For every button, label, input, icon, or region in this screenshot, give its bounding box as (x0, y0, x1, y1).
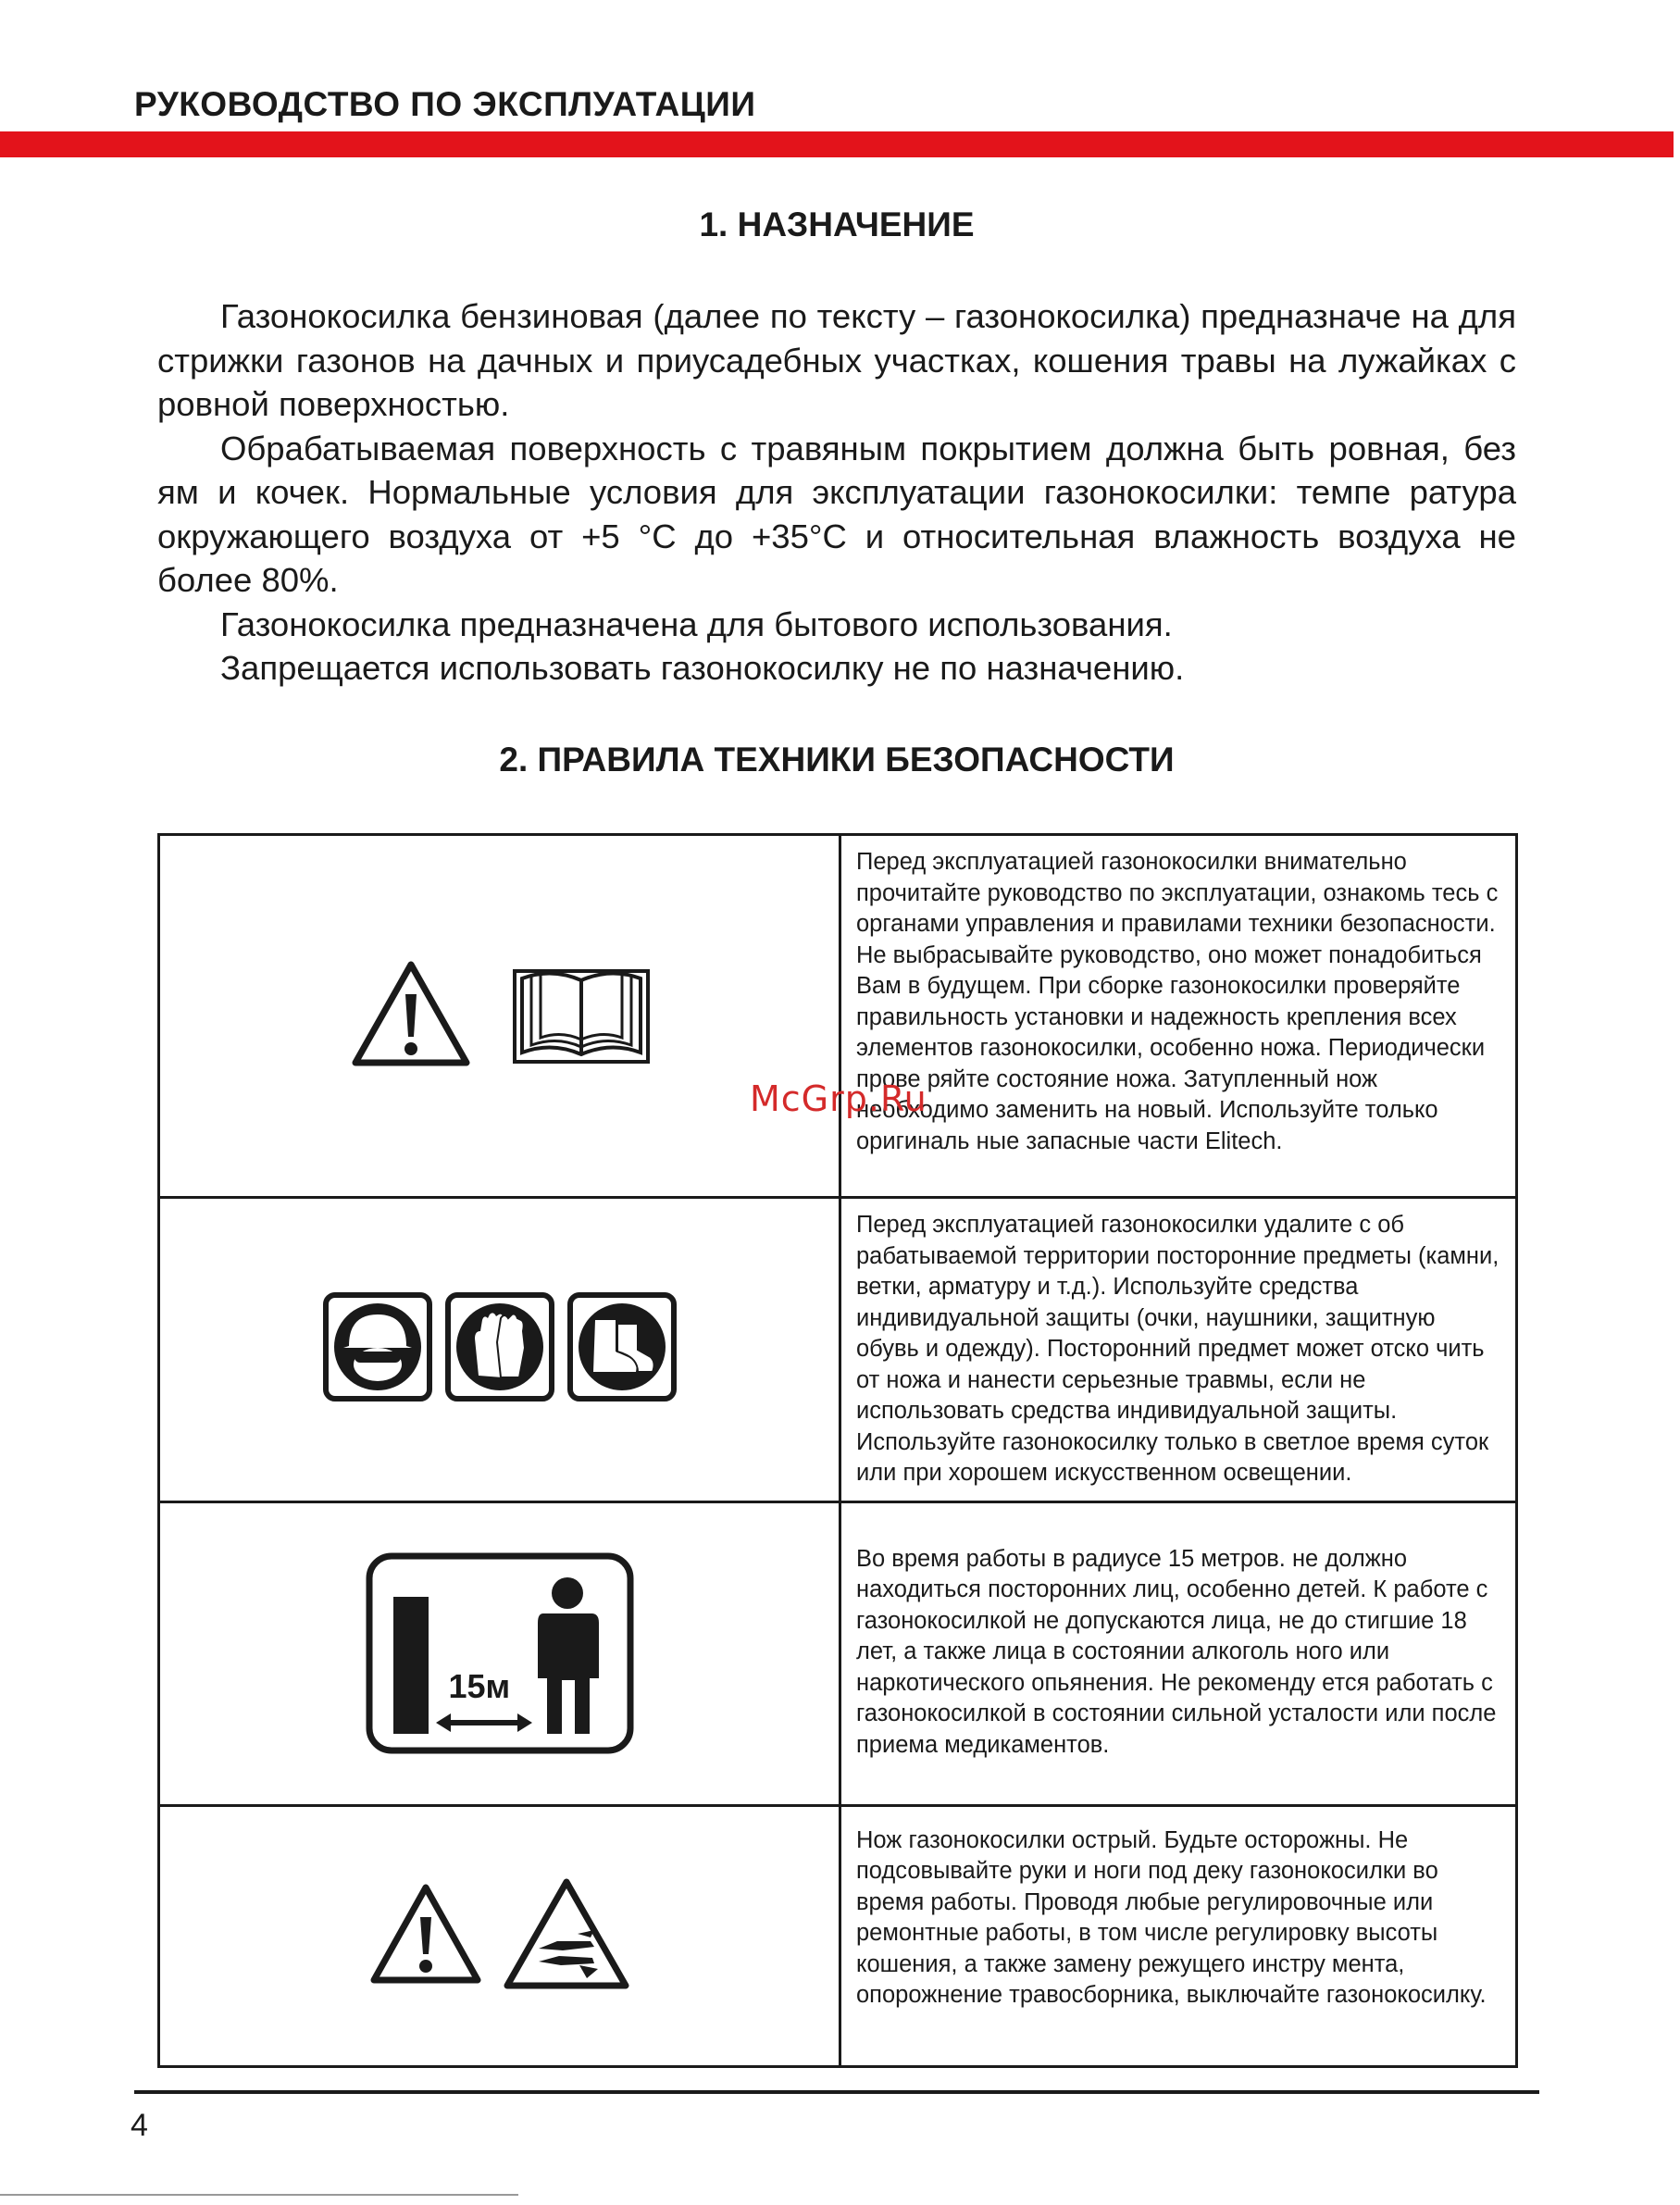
icon-cell (159, 1501, 840, 1805)
boots-icon (567, 1292, 677, 1406)
manual-book-icon (511, 962, 652, 1070)
text-cell: Перед эксплуатацией газонокосилки удалите с об рабатываемой территории посторонние предметы (камни, ветки, арматуру и т.д.). Используйте средства индивидуальной защиты (очки, наушники, защитную обувь и одежду). Посторонний предмет может отско чить от ножа и нанести серьезные травмы, если не использовать средства индивидуальной защиты. Используйте газонокосилку только в светлое время суток или при хорошем искусственном освещении. (840, 1198, 1517, 1502)
section1-body (157, 294, 1516, 691)
blade-hazard-icon (502, 1876, 631, 1996)
icon-cell (159, 1198, 840, 1502)
warning-triangle-icon (368, 1880, 483, 1992)
table-row (159, 1805, 1517, 2066)
paragraph: Газонокосилка бензиновая (далее по тексту – газонокосилка) предназначе на для стрижки газонов на дачных и приусадебных участках, кошения травы на лужайках с ровной поверхностью. (157, 297, 1516, 423)
paragraph: Обрабатываемая поверхность с травяным покрытием должна быть ровная, без ям и кочек. Нормальные условия для эксплуатации газонокосилки: темпе ратура окружающего воздуха от +5 °С до +35°С и относительная влажность воздуха не более 80%. (157, 429, 1516, 599)
table-row (159, 835, 1517, 1198)
text-cell: Во время работы в радиусе 15 метров. не должно находиться посторонних лиц, особенно детей. К работе с газонокосилкой не допускаются лица, не до стигшие 18 лет, а также лица в состоянии алкоголь ного или наркотического опьянения. Не рекоменду ется работать с газонокосилкой в состоянии сильной усталости или после приема медикаментов. (840, 1501, 1517, 1805)
text-cell: Нож газонокосилки острый. Будьте осторожны. Не подсовывайте руки и ноги под деку газонокосилки во время работы. Проводя любые регулировочные или ремонтные работы, в том числе регулировку высоты кошения, а также замену режущего инстру мента, опорожнение травосборника, выключайте газонокосилку. (840, 1805, 1517, 2066)
safety-table (157, 833, 1518, 2068)
icon-cell (159, 835, 840, 1198)
bottom-edge-line (0, 2194, 518, 2196)
distance-label: 15м (448, 1667, 511, 1705)
gloves-icon (445, 1292, 554, 1406)
section2-title: 2. ПРАВИЛА ТЕХНИКИ БЕЗОПАСНОСТИ (499, 741, 1175, 779)
table-row (159, 1501, 1517, 1805)
header-red-bar (0, 131, 1674, 157)
warning-triangle-icon (348, 955, 474, 1077)
text-cell: Перед эксплуатацией газонокосилки внимательно прочитайте руководство по эксплуатации, ознакомь тесь с органами управления и правилами техники безопасности. Не выбрасывайте руководство, оно может понадобиться Вам в будущем. При сборке газонокосилки проверяйте правильность установки и надежность крепления всех элементов газонокосилки, особенно ножа. Периодически прове ряйте состояние ножа. Затупленный нож необходимо заменить на новый. Используйте только оригиналь ные запасные части Elitech. (840, 835, 1517, 1198)
footer-divider (134, 2090, 1539, 2094)
paragraph: Газонокосилка предназначена для бытового использования. (220, 604, 1173, 643)
page-number: 4 (131, 2108, 148, 2143)
helmet-goggles-icon (323, 1292, 432, 1406)
distance-15m-icon (366, 1552, 634, 1754)
watermark: McGrp.Ru (750, 1078, 927, 1119)
icon-cell (159, 1805, 840, 2066)
table-row (159, 1198, 1517, 1502)
page-header-title: РУКОВОДСТВО ПО ЭКСПЛУАТАЦИИ (134, 85, 756, 123)
paragraph: Запрещается использовать газонокосилку не по назначению. (220, 649, 1185, 687)
section1-title: 1. НАЗНАЧЕНИЕ (699, 206, 975, 243)
